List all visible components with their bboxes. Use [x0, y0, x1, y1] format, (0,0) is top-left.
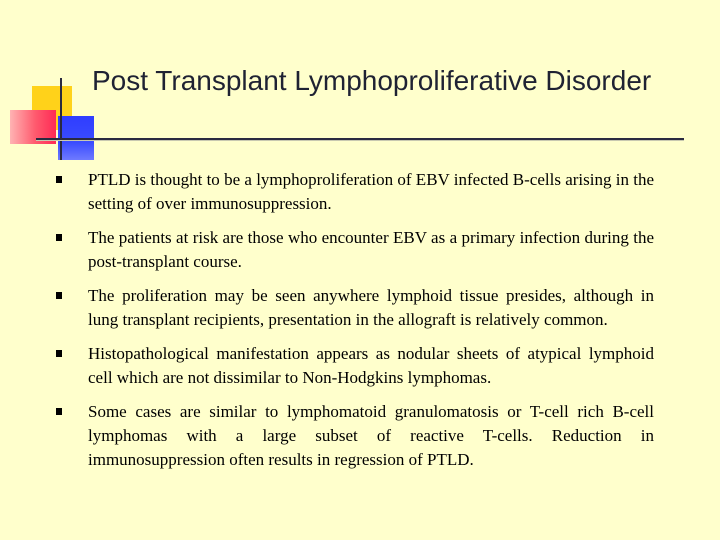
square-bullet-icon: [56, 292, 62, 299]
bullet-item: [56, 284, 654, 332]
bullet-text: Histopathological manifestation appears as nodular sheets of atypical lymphoid cell which are not dissimilar to Non-Hodgkins lymphomas.: [88, 344, 654, 387]
slide-title: Post Transplant Lymphoproliferative Disorder: [92, 65, 652, 96]
bullet-item: [56, 168, 654, 216]
bullet-text: The patients at risk are those who encounter EBV as a primary infection during the post-transplant course.: [88, 228, 654, 271]
bullet-text: PTLD is thought to be a lymphoproliferation of EBV infected B-cells arising in the setting of over immunosuppression.: [88, 170, 654, 213]
square-bullet-icon: [56, 234, 62, 241]
bullet-text: The proliferation may be seen anywhere lymphoid tissue presides, although in lung transplant recipients, presentation in the allograft is relatively common.: [88, 286, 654, 329]
square-bullet-icon: [56, 350, 62, 357]
logo-vertical-line: [60, 78, 62, 160]
title-underline-shadow: [36, 140, 684, 141]
bullet-item: [56, 342, 654, 390]
bullet-list: [56, 168, 654, 482]
square-bullet-icon: [56, 408, 62, 415]
square-bullet-icon: [56, 176, 62, 183]
bullet-item: [56, 400, 654, 472]
bullet-item: [56, 226, 654, 274]
bullet-text: Some cases are similar to lymphomatoid granulomatosis or T-cell rich B-cell lymphomas with a large subset of reactive T-cells. Reduction in immunosuppression often results in regression of PTLD.: [88, 402, 654, 469]
